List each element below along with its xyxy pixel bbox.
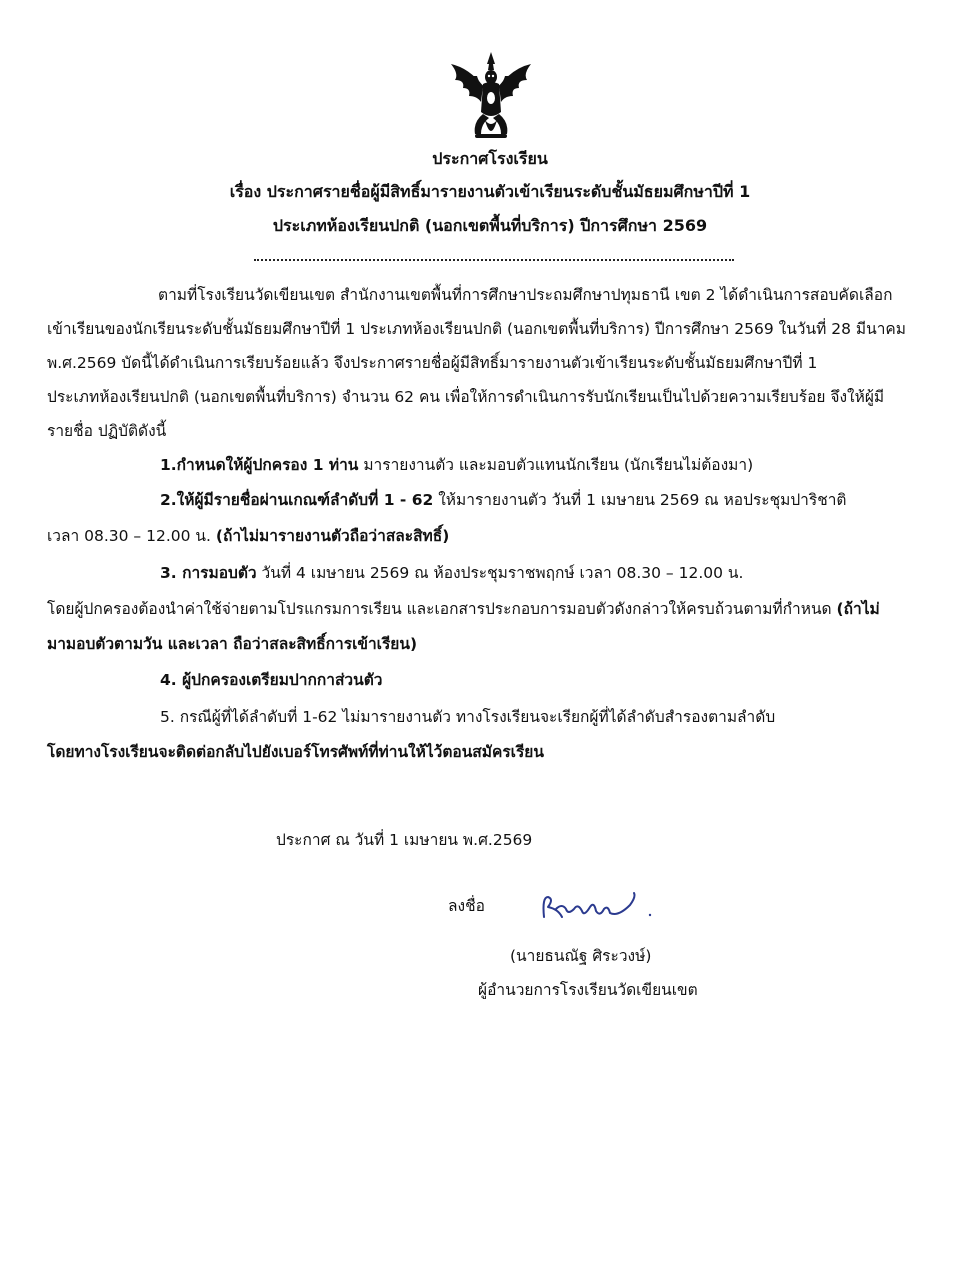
item-3-line-3: มามอบตัวตามวัน และเวลา ถือว่าสละสิทธิ์การเข้าเรียน) bbox=[47, 635, 418, 653]
garuda-emblem-icon bbox=[445, 50, 537, 144]
item-3-line-2 bbox=[47, 599, 880, 619]
intro-line-2: เข้าเรียนของนักเรียนระดับชั้นมัธยมศึกษาปีที่ 1 ประเภทห้องเรียนปกติ (นอกเขตพื้นที่บริการ) ปีการศึกษา 2569 ในวันที่ 28 มีนาคม bbox=[47, 320, 906, 338]
document-title: ประกาศโรงเรียน bbox=[432, 149, 548, 168]
document-subject: เรื่อง ประกาศรายชื่อผู้มีสิทธิ์มารายงานตัวเข้าเรียนระดับชั้นมัธยมศึกษาปีที่ 1 bbox=[229, 182, 751, 201]
intro-line-3: พ.ศ.2569 บัดนี้ได้ดำเนินการเรียบร้อยแล้ว จึงประกาศรายชื่อผู้มีสิทธิ์มารายงานตัวเข้าเรียนระดับชั้นมัธยมศึกษาปีที่ 1 bbox=[47, 354, 818, 372]
item-4: 4. ผู้ปกครองเตรียมปากกาส่วนตัว bbox=[160, 671, 383, 689]
intro-line-4: ประเภทห้องเรียนปกติ (นอกเขตพื้นที่บริการ) จำนวน 62 คน เพื่อให้การดำเนินการรับนักเรียนเป็นไปด้วยความเรียบร้อย จึงให้ผู้มี bbox=[47, 388, 885, 406]
item-3 bbox=[160, 563, 743, 583]
sign-label: ลงชื่อ bbox=[448, 897, 485, 915]
announcement-date: ประกาศ ณ วันที่ 1 เมษายน พ.ศ.2569 bbox=[276, 831, 533, 849]
signature-icon bbox=[538, 887, 658, 927]
signer-name: (นายธนณัฐ ศิระวงษ์) bbox=[510, 947, 652, 965]
item-5-line-2: โดยทางโรงเรียนจะติดต่อกลับไปยังเบอร์โทรศัพท์ที่ท่านให้ไว้ตอนสมัครเรียน bbox=[47, 743, 544, 761]
item-3-forfeit-start: (ถ้าไม่ bbox=[836, 600, 880, 618]
intro-line-1: ตามที่โรงเรียนวัดเขียนเขต สำนักงานเขตพื้นที่การศึกษาประถมศึกษาปทุมธานี เขต 2 ได้ดำเนินการสอบคัดเลือก bbox=[158, 286, 893, 304]
intro-line-5: รายชื่อ ปฏิบัติดังนี้ bbox=[47, 422, 167, 440]
item-2-bold: 2.ให้ผู้มีรายชื่อผ่านเกณฑ์ลำดับที่ 1 - 62 bbox=[160, 491, 434, 509]
item-1-bold: 1.กำหนดให้ผู้ปกครอง 1 ท่าน bbox=[160, 456, 359, 474]
item-2 bbox=[160, 490, 846, 510]
item-3-text: วันที่ 4 เมษายน 2569 ณ ห้องประชุมราชพฤกษ์ เวลา 08.30 – 12.00 น. bbox=[256, 564, 744, 582]
signer-position: ผู้อำนวยการโรงเรียนวัดเขียนเขต bbox=[478, 981, 698, 999]
document-subtitle: ประเภทห้องเรียนปกติ (นอกเขตพื้นที่บริการ) ปีการศึกษา 2569 bbox=[272, 216, 708, 235]
item-2-line-2 bbox=[47, 526, 449, 546]
item-3-bold: 3. การมอบตัว bbox=[160, 564, 257, 582]
dotted-divider bbox=[254, 249, 734, 261]
item-3-requirements: โดยผู้ปกครองต้องนำค่าใช้จ่ายตามโปรแกรมการเรียน และเอกสารประกอบการมอบตัวดังกล่าวให้ครบถ้วนตามที่กำหนด bbox=[47, 600, 837, 618]
item-1 bbox=[160, 455, 753, 475]
item-2-time: เวลา 08.30 – 12.00 น. bbox=[47, 527, 216, 545]
item-2-forfeit-note: (ถ้าไม่มารายงานตัวถือว่าสละสิทธิ์) bbox=[215, 527, 450, 545]
item-1-text: มารายงานตัว และมอบตัวแทนนักเรียน (นักเรียนไม่ต้องมา) bbox=[358, 456, 754, 474]
item-2-text: ให้มารายงานตัว วันที่ 1 เมษายน 2569 ณ หอประชุมปาริชาติ bbox=[433, 491, 847, 509]
item-5: 5. กรณีผู้ที่ได้ลำดับที่ 1-62 ไม่มารายงานตัว ทางโรงเรียนจะเรียกผู้ที่ได้ลำดับสำรองตามลำดับ bbox=[160, 708, 776, 726]
